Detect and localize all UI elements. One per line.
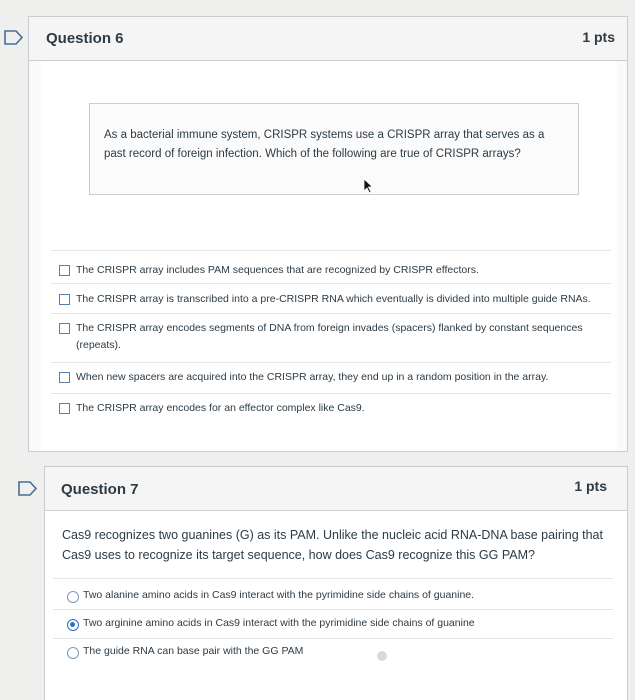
- answer-label[interactable]: The CRISPR array is transcribed into a pre-CRISPR RNA which eventually is divided into multiple guide RNAs.: [76, 293, 591, 305]
- question-title: Question 7: [61, 481, 139, 498]
- question-prompt: Cas9 recognizes two guanines (G) as its PAM. Unlike the nucleic acid RNA-DNA base pairing that Cas9 uses to recognize its target sequence, how does Cas9 recognize this GG PAM?: [62, 528, 603, 562]
- answer-label[interactable]: The guide RNA can base pair with the GG PAM: [83, 645, 304, 657]
- question-points: 1 pts: [574, 478, 607, 494]
- question-card-7: [44, 466, 628, 700]
- answer-label[interactable]: When new spacers are acquired into the CRISPR array, they end up in a random position in the array.: [76, 371, 549, 383]
- answer-label[interactable]: Two arginine amino acids in Cas9 interact with the pyrimidine side chains of guanine: [83, 617, 475, 629]
- answer-divider: [51, 362, 611, 363]
- answer-divider: [51, 313, 611, 314]
- flag-question-6-icon[interactable]: [4, 30, 24, 45]
- answer-checkbox[interactable]: [59, 372, 70, 383]
- question-prompt: As a bacterial immune system, CRISPR systems use a CRISPR array that serves as a past record of foreign infection. Which of the following are true of CRISPR arrays?: [104, 129, 545, 160]
- answer-checkbox[interactable]: [59, 403, 70, 414]
- question-prompt-box: [89, 103, 579, 195]
- question-header-6: [29, 17, 627, 61]
- answer-label[interactable]: The CRISPR array includes PAM sequences that are recognized by CRISPR effectors.: [76, 264, 479, 276]
- answer-checkbox[interactable]: [59, 323, 70, 334]
- answer-divider: [51, 283, 611, 284]
- question-title: Question 6: [46, 30, 124, 47]
- answer-divider: [51, 250, 611, 251]
- answer-checkbox[interactable]: [59, 294, 70, 305]
- question-body-6: [41, 61, 617, 451]
- answer-divider: [51, 393, 611, 394]
- question-header-7: [45, 467, 627, 511]
- answer-radio[interactable]: [67, 591, 79, 603]
- flag-question-7-icon[interactable]: [18, 481, 38, 496]
- smudge-mark: [377, 651, 387, 661]
- question-card-6: [28, 16, 628, 452]
- answer-checkbox[interactable]: [59, 265, 70, 276]
- answer-divider: [53, 609, 613, 610]
- answer-label[interactable]: The CRISPR array encodes for an effector complex like Cas9.: [76, 402, 365, 414]
- question-body-7: [45, 511, 627, 700]
- question-points: 1 pts: [582, 29, 615, 45]
- answer-label[interactable]: The CRISPR array encodes segments of DNA from foreign invades (spacers) flanked by constant sequences (repeats).: [76, 322, 583, 351]
- mouse-pointer-icon: [362, 178, 374, 194]
- answer-radio-selected[interactable]: [67, 619, 79, 631]
- answer-divider: [53, 578, 613, 579]
- answer-divider: [53, 638, 613, 639]
- answer-label[interactable]: Two alanine amino acids in Cas9 interact with the pyrimidine side chains of guanine.: [83, 589, 475, 601]
- answer-radio[interactable]: [67, 647, 79, 659]
